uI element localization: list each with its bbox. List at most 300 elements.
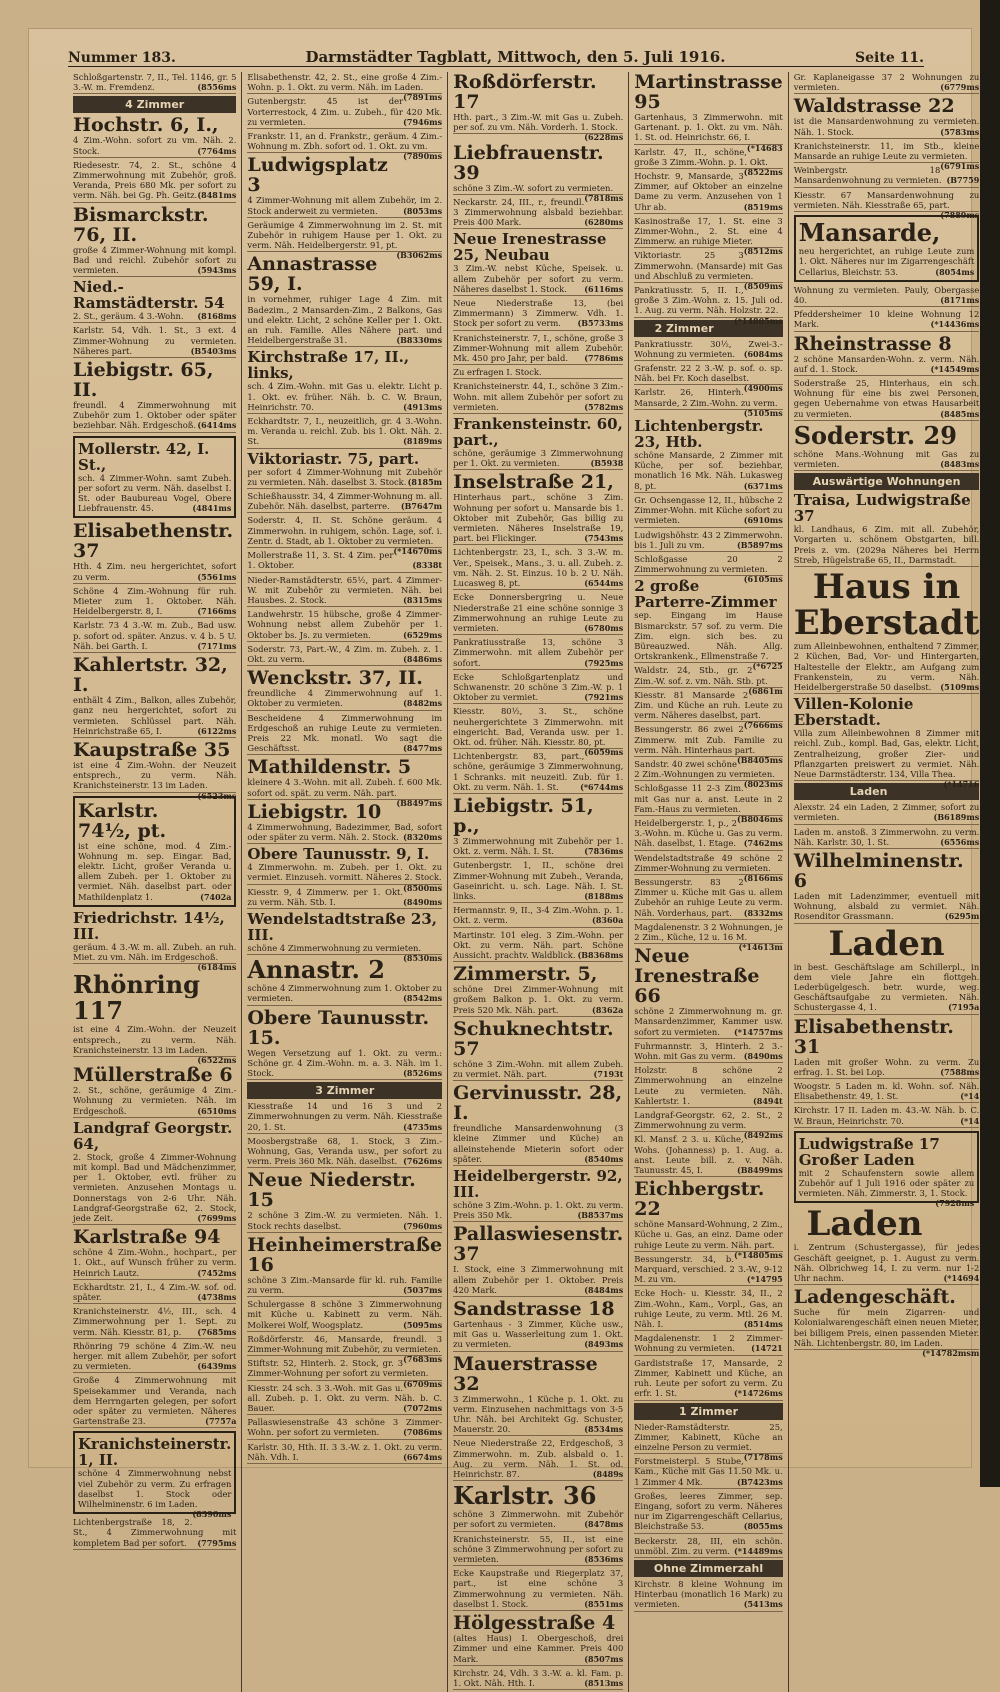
ad-headline: Elisabethenstr. 37	[73, 520, 234, 563]
ad-text: Geräumige 4 Zimmerwohnung im 2. St. mit Zubehör in ruhigem Hause per 1. Okt. zu verm. Näh. Heidelbergerstr. 91, pt.	[247, 219, 443, 251]
ad-reference-code: (8053ms	[403, 205, 443, 216]
classified-ad	[793, 420, 980, 471]
ad-reference-code: (B3062ms	[396, 250, 443, 261]
ad-headline: Eichbergstr. 22	[634, 1178, 765, 1221]
ad-text: Fuhrmannstr. 3, Hinterh. 2 3.-Wohn. mit Gas zu verm.	[634, 1040, 783, 1062]
ad-reference-code: (*6725	[752, 661, 783, 672]
ad-headline: Pallaswiesenstr. 37	[453, 1223, 624, 1266]
ad-text: Eckhardtstr. 21, I., 4 Zim.-W. sof. od. später.	[73, 1281, 237, 1302]
classified-ad	[247, 802, 442, 844]
ad-reference-code: (B5733ms	[577, 318, 624, 329]
ad-text: Grafenstr. 22 2 3.-W. p. sof. o. sp. Näh. bei Fr. Koch daselbst.	[634, 363, 783, 384]
ad-text: Kirchstr. 17 II. Laden m. 43.-W. Näh. b. C. W. Braun, Heinrichstr. 70.	[793, 1105, 980, 1126]
ad-text: schöne 3 Zim.-Wohn. mit allem Zubeh. zu vermiet. Näh. part.	[453, 1058, 624, 1079]
ad-headline: Mollerstr. 42, I. St.,	[78, 439, 210, 474]
ad-reference-code: (7626ms	[403, 1156, 443, 1167]
ad-text: Lichtenbergstr. 23, I., sch. 3 3.-W. m. Ver., Speisek., Mans., 3. u. all. Zubeh. z. vm. Näh. 2. St. Einzus. 10 b. 2 U. Näh. Lucasweg 8, pt.	[453, 547, 624, 589]
ad-text: Holzstr. 8 schöne 2 Zimmerwohnung an einzelne Leute zu vermieten. Näh. Kahlertstr. 1.	[634, 1065, 783, 1106]
ad-text: Eckhardtstr. 7, I., neuzeitlich, gr. 4 3.-Wohn. m. Veranda u. reichl. Zub. bis 1. Okt. Näh. 2. St.	[247, 416, 443, 447]
classified-ad	[247, 1170, 442, 1232]
ad-reference-code: (7928ms	[935, 1198, 975, 1209]
ad-reference-code: (6780ms	[584, 622, 624, 633]
ad-text: Kiesstr. 80½, 3. St., schöne neuhergerichtete 3 Zimmerwohn. mit eingericht. Bad, Veranda usw. per 1. Okt. od. früher. Näh. Kiesstr. 80, pt.	[453, 706, 624, 747]
issue-number: Nummer 183.	[68, 50, 176, 66]
classified-ad	[73, 521, 236, 583]
ad-text: Karlstr. 73 4 3.-W. m. Zub., Bad usw. p. sofort od. später. Anzus. v. 4 b. 5 U. Näh. bei Garth. I.	[73, 620, 237, 651]
ad-reference-code: (B8405ms	[736, 754, 783, 765]
classified-ad	[634, 921, 783, 953]
ad-text: Laden mit großer Wohn. zu verm. Zu erfrag. 1. St. bei Lop.	[793, 1056, 980, 1077]
classified-ad	[73, 1375, 236, 1428]
column-2	[242, 72, 448, 1692]
ad-reference-code: (7764ms	[197, 145, 237, 156]
classified-ad	[794, 72, 980, 94]
column-5	[789, 72, 985, 1692]
classified-ad	[634, 363, 783, 394]
ad-headline: Wendelstadtstraße 23, III.	[247, 909, 437, 944]
ad-text: freundliche 4 Zimmerwohnung auf 1. Oktober zu vermieten.	[247, 688, 443, 709]
ad-text: I. Stock, eine 3 Zimmerwohnung mit allem Zubehör per 1. Oktober. Preis 420 Mark.	[453, 1264, 624, 1295]
classified-ad	[634, 1041, 782, 1063]
ad-reference-code: (6910ms	[743, 515, 783, 526]
classified-ad	[453, 930, 623, 963]
ad-headline: Traisa, Ludwigstraße 37	[793, 491, 971, 526]
classified-ad	[453, 964, 623, 1017]
ad-headline: Kahlertstr. 32, I.	[73, 654, 228, 697]
ad-text: ist eine 4 Zim.-Wohn. der Neuzeit entsprech., zu verm. Näh. Kranichsteinerstr. 13 im Laden.	[73, 759, 237, 791]
classified-ad	[453, 905, 623, 927]
ad-reference-code: (5783ms	[940, 126, 980, 137]
classified-ad	[453, 860, 623, 903]
ad-reference-code: (8054ms	[935, 266, 975, 277]
classified-ad	[634, 1288, 782, 1331]
ad-reference-code: (8486ms	[403, 653, 443, 664]
ad-headline: Ludwigsplatz 3	[247, 154, 388, 197]
ad-reference-code: (8189ms	[403, 436, 443, 447]
classified-ad	[794, 1206, 980, 1285]
ad-reference-code: (*14694	[943, 1273, 980, 1283]
classified-ad	[453, 333, 623, 366]
ad-text: Nieder-Ramstädterstr. 65½, part. 4 Zimmer-W. mit Zubehör zu vermieten. Näh. bei Hausbes. 2. Stock.	[247, 574, 443, 605]
ad-headline: Rheinstrasse 8	[793, 332, 952, 355]
ad-headline: Haus in Eberstadt	[793, 567, 980, 644]
ad-text: Rhönring 79 schöne 4 Zim.-W. neu herger. mit allem Zubehör, per sofort zu vermieten.	[73, 1340, 237, 1372]
ad-reference-code: (B7759	[946, 175, 980, 186]
classified-ad	[793, 695, 980, 790]
ad-reference-code: (8489s	[592, 1469, 624, 1480]
ad-text: Pallaswiesenstraße 43 schöne 3 Zimmer-Wohn. per sofort zu vermieten.	[247, 1417, 443, 1438]
classified-ad	[794, 569, 980, 694]
ad-text: Schloßgasse 20 2 Zimmerwohnung zu vermieten.	[634, 553, 783, 575]
ad-reference-code: (*14757ms	[733, 1026, 783, 1037]
classified-ad	[453, 796, 623, 858]
ad-text: Soderstr. 4, II. St. Schöne geräum. 4 Zimmerwohn. in ruhigem, schön. Lage, sof. i. Zentr. d. Stadt, ab 1. Oktober zu vermieten.	[247, 515, 443, 546]
ad-reference-code: (B8497ms	[396, 797, 443, 808]
ad-text: kleinere 4 3.-Wohn. mit all. Zubeh. f. 600 Mk. sofort od. spät. zu verm. Näh. part.	[247, 777, 443, 798]
ad-reference-code: (7588ms	[940, 1066, 980, 1077]
ad-headline: Friedrichstr. 14½, III.	[73, 908, 225, 943]
classified-ad	[73, 72, 236, 94]
section-heading: 3 Zimmer	[247, 1082, 442, 1099]
classified-ad	[453, 1668, 623, 1690]
classified-ad	[73, 360, 236, 433]
page-number: Seite 11.	[855, 50, 924, 66]
ad-text: schöne 2 Zimmerwohnung m. gr. Mansardenzimmer, Kammer usw. sofort zu vermieten.	[634, 1006, 783, 1037]
ad-reference-code: (7891ms	[403, 92, 443, 103]
ad-text: Elisabethenstr. 42, 2. St., eine große 4 Zim.-Wohn. p. 1. Okt. zu verm. Näh. im Laden.	[247, 72, 443, 93]
ad-headline: Mauerstrasse 32	[453, 1352, 598, 1395]
ad-reference-code: (*14683	[746, 142, 783, 153]
ad-reference-code: (6371ms	[743, 480, 783, 491]
classified-ad	[247, 668, 442, 710]
classified-ad	[247, 1417, 442, 1439]
ad-headline: Roßdörferstr. 17	[453, 71, 597, 113]
ad-reference-code: (7925ms	[584, 657, 624, 668]
ad-text: Kranichsteinerstr. 11, im Stb., kleine Mansarde an ruhige Leute zu vermieten.	[793, 140, 980, 162]
ad-headline: Ladengeschäft.	[793, 1286, 956, 1309]
ad-reference-code: (6414ms	[197, 420, 237, 431]
ad-text: 2. Stock, große 4 Zimmer-Wohnung mit kompl. Bad und Mädchenzimmer, per 1. Oktober, evtl. früher zu vermieten. Anzusehen Montags u. Donnerstags von 2-6 Uhr. Näh. Landgraf-Georgstraße 62, 2. Stock, jede Zeit.	[73, 1151, 237, 1223]
ad-text: Gartenhaus, 3 Zimmerwohn. mit Gartenant. p. 1. Okt. zu vm. Näh. 1. St. od. Heinrichstr. 66, I.	[634, 112, 783, 143]
ad-text: Viktoriastr. 25 3 Zimmerwohn. (Mansarde) mit Gas und Abschluß zu vermieten.	[634, 250, 783, 281]
ad-text: Lichtenbergstr. 83, part., schöne, geräumige 3 Zimmerwohnung, 1 Schranks. mit neuzeitl. Zub. für 1. Okt. zu verm. Näh. 1. St.	[453, 751, 624, 792]
classified-ad	[247, 845, 443, 893]
classified-ad	[73, 279, 236, 323]
ad-text: Wegen Versetzung auf 1. Okt. zu verm.: Schöne gr. 4 Zim.-Wohn. m. a. 3. Näh. im 1. Stock.	[247, 1047, 443, 1078]
ad-headline: Neue Niederstr. 15	[247, 1169, 416, 1212]
classified-ad	[73, 1517, 236, 1550]
ad-text: schöne 4 Zimmerwohnung nebst viel Zubehör zu verm. Zu erfragen daselbst 1. Stock oder Wilhelminenstr. 6 im Laden.	[78, 1468, 232, 1510]
ad-text: Wohnung zu vermieten. Pauly, Obergasse 40.	[793, 284, 980, 306]
ad-text: (altes Haus) I. Obergeschoß, drei Zimmer und eine Kammer. Preis 400 Mark.	[453, 1633, 624, 1664]
ad-reference-code: (6280ms	[584, 217, 624, 228]
ad-reference-code: (4841ms	[192, 503, 232, 514]
ad-reference-code: (*14613m	[738, 942, 783, 953]
ad-reference-code: (B5897ms	[736, 539, 783, 550]
newspaper-page	[28, 28, 980, 1688]
ad-reference-code: (6105ms	[743, 574, 783, 585]
ad-reference-code: (*6744ms	[580, 781, 624, 792]
ad-reference-code: (5561ms	[197, 571, 237, 582]
ad-text: Pankratiusstraße 13, schöne 3 Zimmerwohn. mit allem Zubehör per sofort.	[453, 637, 624, 668]
ad-reference-code: (8494t	[752, 1095, 783, 1106]
ad-text: in best. Geschäftslage am Schillerpl., in dem viele Jahre ein flottgeh. Lederbügelgesch. betr. wurde, weg. Geschäftsaufgabe zu vermieten. Näh. Schustergasse 4, 1.	[793, 961, 980, 1013]
ad-reference-code: (8478ms	[584, 1519, 624, 1530]
ad-text: Gartenhaus - 3 Zimmer, Küche usw., mit Gas u. Wasserleitung zum 1. Okt. zu vermieten.	[453, 1319, 624, 1350]
ad-reference-code: (7193t	[593, 1069, 624, 1079]
classified-ad	[793, 1286, 980, 1359]
ad-headline: Bismarckstr. 76, II.	[73, 203, 209, 246]
newspaper-title: Darmstädter Tagblatt, Mittwoch, den 5. Juli 1916.	[305, 48, 726, 66]
ad-reference-code: (6228ms	[584, 132, 624, 143]
classified-ad	[453, 637, 623, 670]
ad-reference-code: (6510ms	[197, 1105, 237, 1116]
ad-reference-code: (8526ms	[403, 1067, 443, 1078]
section-heading: 1 Zimmer	[634, 1403, 782, 1420]
ad-text: Nieder-Ramstädterstr. 25, Zimmer, Kabinett, Küche an einzelne Person zu vermiet.	[634, 1421, 783, 1452]
ad-text: Schulergasse 8 schöne 3 Zimmerwohnung mit Küche u. Kabinett zu verm. Näh. Molkerei Wolf, Woogsplatz.	[247, 1299, 443, 1330]
ad-reference-code: (B8046ms	[736, 813, 783, 824]
ad-reference-code: (8551ms	[584, 1598, 624, 1609]
classified-ad	[794, 378, 980, 421]
ad-headline: Kaupstraße 35	[73, 738, 231, 761]
ad-reference-code: (B7423ms	[736, 1476, 783, 1487]
ad-reference-code: (7683ms	[403, 1354, 443, 1365]
ad-reference-code: (7960ms	[403, 1220, 443, 1231]
ad-reference-code: (7795ms	[197, 1537, 237, 1548]
ad-headline: Annastrasse 59, I.	[247, 253, 378, 296]
ad-reference-code: (*14805ms	[733, 1249, 783, 1260]
ad-text: ist eine 4 Zim.-Wohn. der Neuzeit entsprech., zu verm. Näh. Kranichsteinerstr. 13 im Laden.	[73, 1024, 237, 1055]
ad-reference-code: (7757a	[205, 1416, 237, 1427]
ad-text: Karlstr. 47, II., schöne, große 3 Zimm.-Wohn. p. 1. Okt.	[634, 146, 768, 167]
classified-ad	[634, 1134, 782, 1177]
ad-headline: Ludwigstraße 17 Großer Laden	[798, 1134, 940, 1169]
ad-reference-code: (*14805ms	[733, 315, 783, 326]
ad-reference-code: (7452ms	[197, 1267, 237, 1278]
ad-reference-code: (5109ms	[940, 681, 980, 692]
ad-text: Bessungerstr. 34, b. Marquard, verschied. 2 3.-W., 9-12 M. zu vm.	[634, 1253, 783, 1285]
ad-text: 4 Zimmerwohnung, Badezimmer, Bad, sofort oder später zu verm. Näh. 2. Stock.	[247, 821, 443, 842]
ad-text: i. Zentrum (Schustergasse), für jedes Geschäft geeignet, p. 1. August zu verm. Näh. Olbrichweg 14, I. zu verm. nur 1-2 Uhr nachm.	[793, 1242, 980, 1283]
page-edge-shadow	[980, 0, 1000, 1487]
ad-reference-code: (7462ms	[743, 838, 783, 849]
ad-headline: Gervinusstr. 28, I.	[453, 1082, 623, 1125]
classified-ad	[453, 1083, 623, 1166]
ad-reference-code: (6116ms	[584, 283, 624, 294]
ad-text: Pfeddersheimer 10 kleine Wohnung 12 Mark.	[793, 309, 980, 330]
classified-ad	[634, 1421, 783, 1463]
ad-text: Suche für mein Zigarren- und Kolonialwarengeschäft einen neuen Mieter, bei billigem Preis, einen passenden Mieter. Näh. Lichtenbergstr. 80, im Laden.	[793, 1307, 980, 1348]
ad-reference-code: (7890ms	[403, 151, 443, 162]
ad-reference-code: (8509ms	[743, 281, 783, 292]
ad-headline: Schuknechtstr. 57	[453, 1017, 614, 1060]
ad-text: Gr. Ochsengasse 12, II., hübsche 2 Zimmer-Wohn. mit Küche sofort zu vermieten.	[634, 494, 783, 526]
ad-reference-code: (6439ms	[197, 1361, 237, 1372]
ad-text: ist eine schöne, mod. 4 Zim.-Wohnung m. sep. Eingar. Bad, elektr. Licht, großer Veranda u. allem Zubeh. per 1. Oktober zu vermiet. Näh. daselbst part. oder Mathildenplatz 1.	[78, 840, 232, 902]
classified-ad	[247, 254, 442, 347]
ad-reference-code: (*14	[960, 1091, 980, 1102]
ad-headline: Heidelbergerstr. 92, III.	[453, 1167, 623, 1202]
classified-ad	[794, 285, 980, 307]
ad-text: Sandstr. 40 zwei schöne 2 Zim.-Wohnungen zu vermieten.	[634, 758, 775, 780]
ad-reference-code: (8542ms	[403, 993, 443, 1004]
ad-headline: Inselstraße 21,	[453, 471, 614, 494]
ad-reference-code: (7836ms	[584, 846, 624, 857]
classified-ad	[453, 547, 623, 590]
classified-ad	[453, 1168, 623, 1222]
ad-reference-code: (7543ms	[584, 533, 624, 544]
ad-text: Kranichsteinerstr. 55, II., ist eine schöne 3 Zimmerwohnung per sofort zu vermieten.	[453, 1533, 624, 1565]
ad-reference-code: (7818ms	[584, 192, 624, 203]
ad-reference-code: (8492ms	[743, 1130, 783, 1141]
classified-ad	[453, 1224, 623, 1297]
classified-ad	[453, 1483, 623, 1531]
ad-text: Ludwigshöhstr. 43 2 Zimmerwohn. bis 1. Juli zu vm.	[634, 529, 783, 550]
ad-text: Hochstr. 9, Mansarde, 3 Zimmer, auf Oktober an einzelne Dame zu verm. Anzusehen von 1 Uhr ab.	[634, 171, 783, 212]
classified-ad	[634, 1333, 782, 1355]
ad-text: Kl. Mansf. 2 3. u. Küche, Wohs. (Johanness) p. 1. Aug. a. anst. Leute bill. z. v. Näh. Taunusstr. 45, I.	[634, 1134, 783, 1176]
classified-ad	[247, 416, 442, 449]
ad-reference-code: (8490ms	[403, 896, 443, 907]
ad-text: geräum. 4 3.-W. m. all. Zubeh. an ruh. Miet. zu vm. Näh. im Erdgeschoß.	[73, 941, 237, 962]
ad-text: Hth. part., 3 Zim.-W. mit Gas u. Zubeh. per sof. zu vm. Näh. Vorderh. 1. Stock.	[453, 112, 624, 133]
ad-text: enthält 4 Zim., Balkon, alles Zubehör, ganz neu hergerichtet, sofort zu vermieten. Schlüssel part. Näh. Heinrichstraße 65, I.	[73, 695, 237, 736]
ad-text: Forstmeisterpl. 5 Stube, Kam., Küche mit Gas 11.50 Mk. u. 1 Zimmer 4 Mk.	[634, 1456, 783, 1487]
classified-ad	[453, 71, 624, 143]
ad-text: Alexstr. 24 ein Laden, 2 Zimmer, sofort zu vermieten.	[793, 802, 980, 823]
classified-ad	[247, 1008, 442, 1081]
ad-text: Kranichsteinerstr. 44, I., schöne 3 Zim.-Wohn. mit allem Zubehör per sofort zu vermieten.	[453, 381, 624, 412]
ad-text: Gr. Kaplaneigasse 37 2 Wohnungen zu vermieten.	[793, 72, 980, 93]
classified-ad	[634, 1358, 782, 1401]
classified-ad	[247, 713, 442, 756]
ad-reference-code: (8315ms	[403, 594, 443, 605]
classified-ad	[634, 530, 782, 552]
ad-text: Wendelstadtstraße 49 schöne 2 Zimmer-Wohnung zu vermieten.	[634, 852, 783, 873]
classified-ad	[247, 1136, 442, 1169]
ad-text: Gardiststraße 17, Mansarde, 2 Zimmer, Kabinett und Küche, an ruh. Leute per sofort zu verm. Zu erfr. 1. St.	[634, 1357, 783, 1399]
ad-headline: Heinheimerstraße 16	[247, 1233, 443, 1276]
ad-text: Ecke Donnersbergring u. Neue Niederstraße 21 eine schöne sonnige 3 Zimmerwohnung an ruhige Leute zu vermieten.	[453, 592, 624, 633]
ad-text: Heidelbergerstr. 1, p., 2 3.-Wohn. m. Küche u. Gas zu verm. Näh. daselbst, 1. Etage.	[634, 817, 783, 849]
ad-text: 3 Zimmerwohn., 1 Küche p. 1. Okt. zu verm. Einzusehen nachmittags von 3-5 Uhr. Näh. bei Architekt Gg. Schuster, Mauerstr. 20.	[453, 1393, 624, 1435]
ad-text: ist die Mansardenwohnung zu vermieten. Näh. 1. Stock.	[793, 116, 980, 137]
classified-ad	[73, 115, 236, 157]
ad-text: 2 schöne 3 Zim.-W. zu vermieten. Näh. 1. Stock rechts daselbst.	[247, 1210, 443, 1231]
ad-reference-code: (8166ms	[743, 872, 783, 883]
ad-reference-code: (8481ms	[197, 190, 237, 201]
classified-ad	[73, 1431, 236, 1520]
ad-text: Zu erfragen I. Stock.	[453, 367, 542, 378]
ad-text: Schießhausstr. 34, 4 Zimmer-Wohnung m. all. Zubehör. Näh. daselbst, parterre.	[247, 491, 443, 512]
ad-headline: Nied.-Ramstädterstr. 54	[73, 278, 225, 313]
ad-reference-code: (8023ms	[743, 779, 783, 790]
ad-reference-code: (8556ms	[197, 82, 237, 93]
ad-text: Laden m. anstoß. 3 Zimmerwohn. zu verm. Näh. Karlstr. 30, 1. St.	[793, 826, 980, 847]
ad-text: Karlstr. 30, Hth. II. 3 3.-W. z. 1. Okt. zu verm. Näh. Vdh. I.	[247, 1441, 443, 1462]
ad-text: Kiesstr. 9, 4 Zimmerw. per 1. Okt. zu verm. Näh. Stb. I.	[247, 886, 404, 907]
ad-text: Kiesstraße 14 und 16 3 und 2 Zimmerwohnungen zu verm. Näh. Kiesstraße 20, 1. St.	[247, 1101, 443, 1132]
ad-reference-code: (6084ms	[743, 348, 783, 359]
classified-ad	[247, 575, 442, 608]
ad-text: Ecke Schloßgartenplatz und Schwanenstr. 20 schöne 3 Zim.-W. p. 1 Oktober zu vermiet.	[453, 671, 624, 703]
ad-headline: Wilhelminenstr. 6	[793, 849, 964, 892]
classified-ad	[453, 1438, 623, 1481]
ad-reference-code: (7166ms	[197, 606, 237, 617]
ad-headline: Karlstr. 36	[453, 1481, 597, 1511]
classified-ad	[247, 155, 442, 217]
ad-reference-code: (8536ms	[584, 1554, 624, 1565]
classified-ad	[73, 966, 237, 1065]
ad-reference-code: (7178ms	[743, 1452, 783, 1463]
ad-reference-code: (8514ms	[743, 1319, 783, 1330]
classified-ad	[73, 436, 236, 519]
classified-ad	[794, 1131, 980, 1209]
ad-text: schöne Mansarde, 2 Zimmer mit Küche, per sof. beziehbar, monatlich 16 Mk. Näh. Lukasweg 8, pt.	[634, 450, 783, 491]
ad-reference-code: (4738ms	[197, 1292, 237, 1302]
ad-text: Roßdörferstr. 46, Mansarde, freundl. 3 Zimmer-Wohnung mit Zubehör, zu vermieten.	[247, 1333, 443, 1355]
classified-ad	[794, 334, 980, 376]
ad-text: Großes, leeres Zimmer, sep. Eingang, sofort zu verm. Näheres nur im Zigarrengeschäft Cellarius, Bleichstraße 53.	[634, 1490, 783, 1532]
ad-reference-code: (*14726ms	[733, 1388, 783, 1399]
ad-text: 4 Zimmer-Wohnung mit allem Zubehör, im 2. Stock anderweit zu vermieten.	[247, 195, 443, 216]
classified-ad	[794, 1105, 980, 1127]
ad-text: Landgraf-Georgstr. 62, 2. St., 2 Zimmerwohnung zu verm.	[634, 1110, 783, 1131]
ad-reference-code: (5105ms	[743, 407, 783, 418]
ad-text: Woogstr. 5 Laden m. kl. Wohn. sof. Näh. Elisabethenstr. 49, 1. St.	[793, 1080, 980, 1102]
ad-text: Laden mit Ladenzimmer, eventuell mit Wohnung, alsbald zu vermiet. Näh. Rosenditor Grassmann.	[793, 890, 980, 922]
ad-headline: Villen-Kolonie Eberstadt.	[793, 695, 914, 730]
ad-text: 2. St., geräum. 4 3.-Wohn.	[73, 311, 184, 322]
ad-text: Kirchstr. 8 kleine Wohnung im Hinterbau (monatlich 16 Mark) zu vermieten.	[634, 1578, 783, 1610]
ad-reference-code: (8490ms	[743, 1051, 783, 1062]
ad-headline: Karlstraße 94	[73, 1226, 221, 1249]
ad-text: Landwehrstr. 15 hübsche, große 4 Zimmer-Wohnung nebst allem Zubehör per 1. Oktober bs. Js. zu vermieten.	[247, 609, 443, 640]
ad-reference-code: (*14795	[746, 1274, 783, 1285]
section-heading: 2 Zimmer	[634, 320, 782, 337]
ad-headline: Martinstrasse 95	[634, 71, 783, 113]
ad-text: freundl. 4 Zimmerwohnung mit Zubehör zum 1. Oktober oder später beziehbar. Näh. Erdgeschoß.	[73, 400, 237, 431]
ad-reference-code: (7195a	[948, 1002, 980, 1013]
ad-headline: Hölgesstraße 4	[453, 1612, 616, 1635]
ad-text: Kranichsteinerstr. 7, I., schöne, große 3 Zimmer-Wohnung mit allem Zubehör. Mk. 450 pro Jahr, per bald.	[453, 332, 624, 364]
ad-reference-code: (6122ms	[197, 725, 237, 736]
ad-reference-code: (4735ms	[403, 1121, 443, 1132]
classified-ad	[794, 96, 980, 138]
ad-text: Kranichsteinerstr. 4½, III., sch. 4 Zimmerwohnung per 1. Sept. zu verm. Näh. Kiesstr. 81, p.	[73, 1306, 237, 1337]
classified-ad	[247, 644, 442, 666]
ad-reference-code: (6861m	[748, 685, 783, 696]
classified-ad	[634, 877, 782, 920]
classified-ad	[634, 852, 783, 883]
ad-text: per sofort 4 Zimmer-Wohnung mit Zubehör zu vermieten. Näh. daselbst 3. Stock.	[247, 466, 443, 487]
ad-reference-code: (B8368ms	[577, 949, 624, 960]
classified-ad	[247, 909, 443, 964]
ad-text: Hth. 4 Zim. neu hergerichtet, sofort zu verm.	[73, 561, 237, 582]
ad-headline: Elisabethenstr. 31	[793, 1015, 954, 1058]
ad-reference-code: (B8537ms	[577, 1210, 624, 1221]
ad-text: Bessungerstr. 83 2 Zimmer u. Küche mit Gas u. allem Zubehör an ruhige Leute zu verm. Näh. Vorderhaus, part.	[634, 876, 783, 918]
classified-ad	[73, 325, 236, 358]
ad-reference-code: (8055ms	[743, 1521, 783, 1532]
classified-ad	[794, 827, 980, 849]
ad-reference-code: (8485ms	[940, 408, 980, 419]
classified-ad	[634, 946, 782, 1039]
ad-reference-code: (B5403ms	[190, 345, 237, 356]
classified-ad	[453, 136, 624, 203]
classified-ad	[247, 1333, 443, 1365]
classified-ad	[793, 140, 980, 172]
classified-ad	[73, 1227, 236, 1280]
ad-text: Karlstr. 54, Vdh. 1. St., 3 ext. 4 Zimmer-Wohnung zu vermieten. Näheres part.	[73, 325, 237, 356]
classified-ad	[453, 1534, 623, 1567]
ad-headline: Soderstr. 29	[793, 420, 957, 450]
ad-reference-code: (6523ms	[197, 790, 237, 801]
classified-ad	[247, 957, 442, 1005]
ad-text: Pankratiusstr. 30½, Zwei-3.-Wohnung zu vermieten.	[634, 338, 783, 359]
classified-ad	[453, 1299, 623, 1352]
ad-reference-code: (*14	[960, 1115, 980, 1126]
ad-text: Kirchstr. 24, Vdh. 3 3.-W. a. kl. Fam. p. 1. Okt. Näh. Hth. I.	[453, 1667, 624, 1688]
ad-text: in vornehmer, ruhiger Lage 4 Zim. mit Badezim., 2 Mansarden-Zim., 2 Balkons, Gas und elektr. Licht, 2 schöne Keller per 1. Okt. an ruh. Familie. Alles Nähere part. und Heidelbergerstraße 31.	[247, 294, 443, 346]
column-4	[629, 72, 788, 1692]
ad-text: Gutenbergstr. 45 ist der Vorterrestock, 4 Zim. u. Zubeh., für 420 Mk. zu vermieten.	[247, 96, 443, 127]
classified-ad	[453, 367, 623, 379]
ad-text: Stiftstr. 52, Hinterh. 2. Stock, gr. 3 Zimmer-Wohnung per sofort zu vermieten.	[247, 1358, 429, 1379]
classified-ad	[73, 796, 236, 907]
ad-text: freundliche Mansardenwohnung (3 kleine Zimmer und Küche) an alleinstehende Mieterin sofort oder später.	[453, 1123, 624, 1164]
